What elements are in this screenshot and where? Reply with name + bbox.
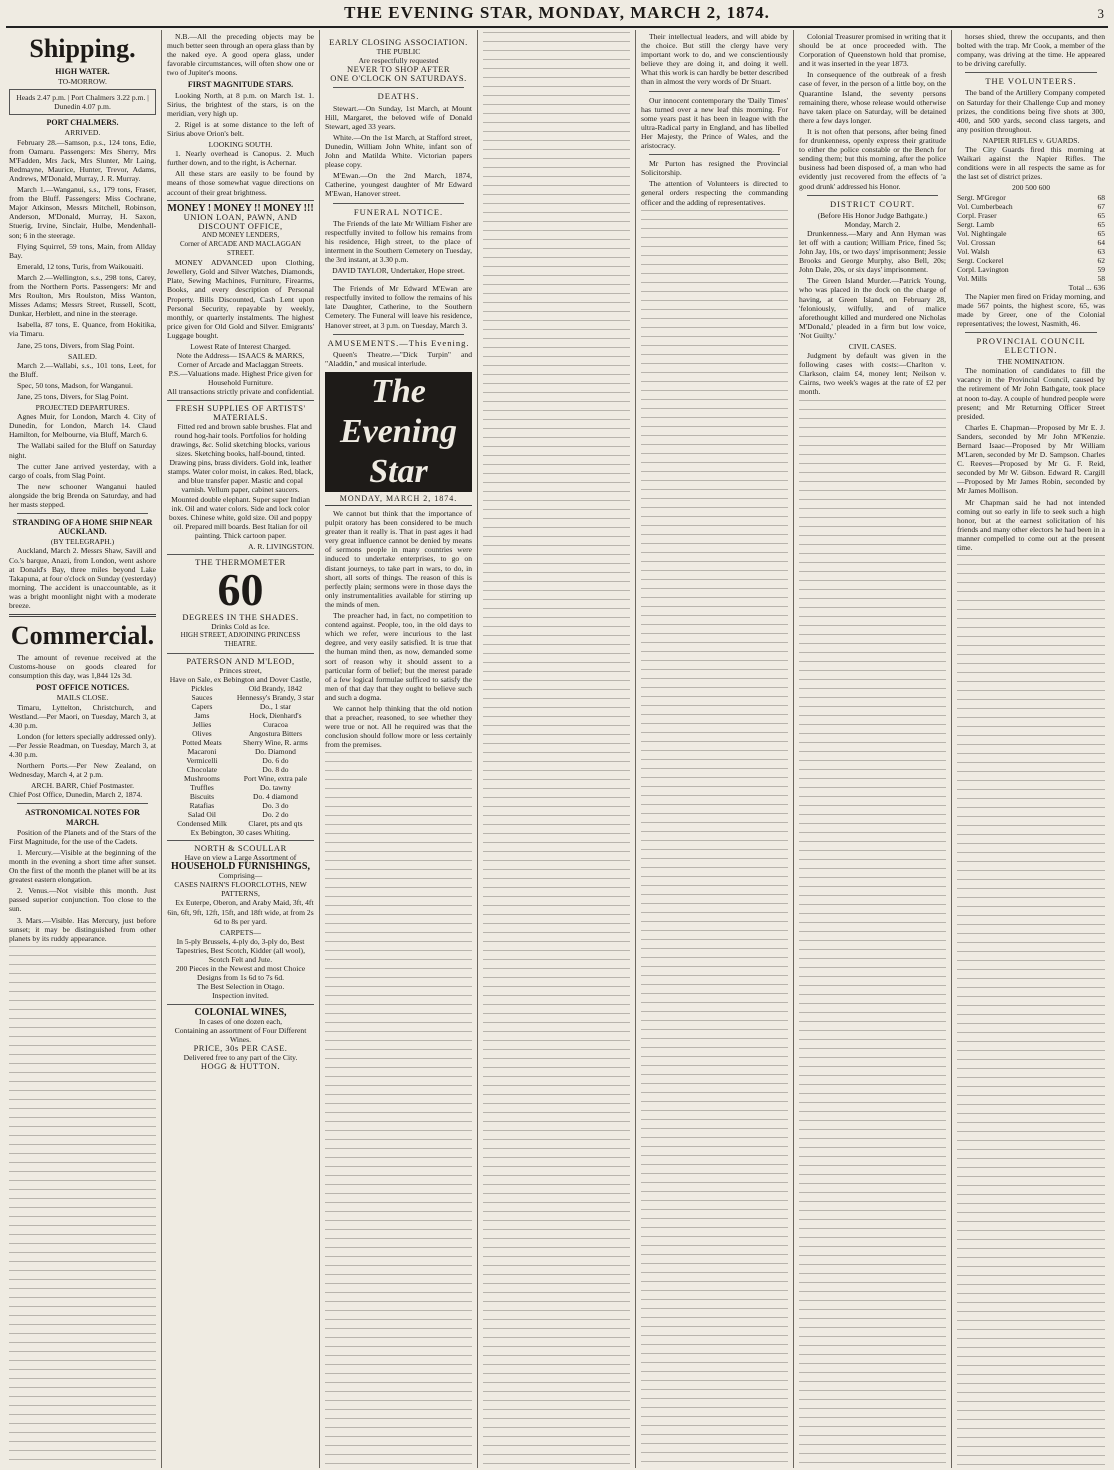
north-heading: NORTH & SCOULLAR xyxy=(194,842,287,853)
north-carpets: CARPETS— xyxy=(220,927,261,937)
funeral-notice: The Friends of the late Mr William Fisher are respectfully invited to follow his remains from his residence, High street, to the place of interment in the Southern Cemetery on Tuesday, the 3rd instant, at 3.30 p.m. xyxy=(325,218,472,264)
score-value: 65 xyxy=(1097,228,1105,238)
north-cases: CASES NAIRN'S FLOORCLOTHS, NEW PATTERNS, xyxy=(174,880,307,899)
thermometer-value: 60 xyxy=(217,564,264,616)
post-office-title: POST OFFICE NOTICES. xyxy=(36,683,129,693)
paterson-item-label: Jams xyxy=(194,710,210,720)
commercial-para: Timaru, Lyttelton, Christchurch, and Westland.—Per Maori, on Tuesday, March 3, at 4.30 p.m. xyxy=(9,702,156,730)
score-label: Sergt. M'Gregor xyxy=(957,192,1006,202)
paterson-item-value: Hennessy's Brandy, 3 star xyxy=(236,692,314,702)
score-table xyxy=(957,193,1105,283)
volunteers-para: The Napier men fired on Friday morning, and made 567 points, the highest score, 65, was made by Greer, one of the Colonial representatives; the lowest, Nasmith, 46. xyxy=(957,291,1105,328)
paterson-advertisement xyxy=(167,653,314,837)
score-label: Vol. Mills xyxy=(957,273,987,283)
postmaster-signature: ARCH. BARR, Chief Postmaster. xyxy=(31,781,134,791)
newspaper-title: THE EVENING STAR, MONDAY, MARCH 2, 1874. xyxy=(344,3,770,22)
election-para: Mr Chapman said he had not intended coming out so early in life to seek such a high honor, but at the earnest solicitation of his friends and many other electors he had been in a manner compelled to come out at the present time. xyxy=(957,497,1105,553)
high-water-row: Heads 2.47 p.m. | Port Chalmers 3.22 p.m. | Dunedin 4.07 p.m. xyxy=(9,89,156,115)
shipping-heading: Shipping. xyxy=(29,34,136,63)
page-number: 3 xyxy=(1097,6,1104,21)
column-1 xyxy=(4,30,162,1468)
north-carpet-note: 200 Pieces in the Newest and most Choice Designs from 1s 6d to 7s 6d. xyxy=(175,964,306,983)
shipping-para: March 2.—Wellington, s.s., 298 tons, Carey, from the Northern Ports. Passengers: Mr and Mrs Roulton, Mrs Roulston, Miss Wanton, Misses Adams; Messrs Street, Russell, Scott, Dunkar, Herblett, and nine in the steerage. xyxy=(9,272,156,319)
shipping-para: The cutter Jane arrived yesterday, with a cargo of coals, from Slag Point. xyxy=(9,461,156,480)
paterson-item-value: Curacoa xyxy=(262,719,288,729)
money-body: MONEY ADVANCED upon Clothing, Jewellery, Gold and Silver Watches, Diamonds, Plate, Sewing Machines, Furniture, Firearms, Books, and every description of Personal Property. Bills Discounted, Cash Lent upon Personal Security, repayable by weekly, monthly, or quarterly instalments. The highest price given for Old Gold and Silver. Emigrants' Luggage bought. xyxy=(167,258,314,340)
score-label: Vol. Nightingale xyxy=(957,228,1007,238)
death-notice: Stewart.—On Sunday, 1st March, at Mount Hill, Margaret, the beloved wife of Donald Stewart, aged 33 years. xyxy=(325,103,472,131)
stranding-para: Auckland, March 2. Messrs Shaw, Savill and Co.'s barque, Anazi, from London, went ashore at Donald's Bay, three miles beyond Lake Takapuna, at four o'clock on Sunday (yesterday) morning. The accident is unaccountable, as it was a bright moonlight night with a moderate breeze. xyxy=(9,546,156,610)
district-court-before: (Before His Honor Judge Bathgate.) xyxy=(817,210,928,220)
high-water-sub: TO-MORROW. xyxy=(58,77,107,87)
funeral-signature: DAVID TAYLOR, Undertaker, Hope street. xyxy=(332,266,465,276)
news-para: In consequence of the outbreak of a fresh case of fever, in the person of a little boy, on the Quarantine Island, the seventy persons remaining there, whose release would otherwise have taken place on Saturday, will be detained there a few days longer. xyxy=(799,70,946,125)
news-para: It is not often that persons, after being fined for drunkenness, openly express their gratitude to either the police constable or the Bench for sending them; but this morning, after the police business had been disposed of, a man who had evidently just recovered from the effects of 'a good drunk' addressed his Honor. xyxy=(799,126,946,191)
paterson-sub: Have on Sale, ex Bebington and Dover Castle, xyxy=(169,674,312,684)
column-5 xyxy=(636,30,794,1468)
divider xyxy=(333,279,464,280)
shipping-para: March 2.—Wallabi, s.s., 101 tons, Leet, for the Bluff. xyxy=(9,360,156,379)
volunteers-para: The City Guards fired this morning at Waikari against the Napier Rifles. The conditions were in all respects the same as for the last set of district prizes. xyxy=(957,145,1105,182)
thermometer-drinks: Drinks Cold as Ice. xyxy=(211,622,270,632)
score-label: Sergt. Lamb xyxy=(957,219,994,229)
dateline: MONDAY, MARCH 2, 1874. xyxy=(325,494,472,506)
column-7 xyxy=(952,30,1110,1468)
paterson-item-label: Vermicelli xyxy=(186,755,218,765)
score-value: 65 xyxy=(1097,210,1105,220)
volunteers-heading: THE VOLUNTEERS. xyxy=(985,76,1077,87)
paterson-goods-table xyxy=(167,684,314,828)
score-label: Corpl. Fraser xyxy=(957,210,997,220)
thermometer-unit: DEGREES IN THE SHADES. xyxy=(182,612,299,623)
leader-para: Mr Purton has resigned the Provincial Solicitorship. xyxy=(641,159,788,178)
astronomical-para: 1. Mercury.—Visible at the beginning of the month in the evening a short time after sunset. On the first of the month the planet will be at its greatest eastern elongation. xyxy=(9,847,156,885)
paterson-item-value: Do. 4 diamond xyxy=(253,791,298,801)
paterson-item-label: Ratafias xyxy=(189,800,215,810)
notes-para: N.B.—All the preceding objects may be much better seen through an opera glass than by the naked eye. A good opera glass, under favorable circumstances, will often show one or two of Jupiter's moons. xyxy=(167,32,314,78)
early-public: THE PUBLIC xyxy=(376,47,421,57)
leader-para: We cannot but think that the importance of pulpit oratory has been considered to be much greater than it really is. That in past ages it had very great influence cannot be denied by means of sermons people in many countries were induced to undertake enterprises, to go on distant journeys, to take part in wars, to do, in short, all sorts of things. The reason of this is perfectly plain; sermons were in those days the only instrumentalities available for stirring up the minds of men. xyxy=(325,509,472,609)
divider xyxy=(965,332,1097,333)
score-total: Total ... 636 xyxy=(1068,282,1105,292)
notes-para: All these stars are easily to be found by means of those somewhat vague directions on account of their great brightness. xyxy=(167,169,314,197)
by-telegraph: (BY TELEGRAPH.) xyxy=(50,537,115,547)
wines-advertisement xyxy=(167,1004,314,1072)
paterson-item-value: Claret, pts and qts xyxy=(248,818,303,828)
news-para: horses shied, threw the occupants, and then bolted with the trap. Mr Cook, a member of the company, was driving at the time. He appeared to be driving carefully. xyxy=(957,32,1105,69)
score-value: 64 xyxy=(1097,237,1105,247)
paterson-item-value: Do. 3 do xyxy=(262,800,289,810)
civil-cases-label: CIVIL CASES. xyxy=(848,342,897,351)
artists-heading: FRESH SUPPLIES OF ARTISTS' MATERIALS. xyxy=(175,402,306,422)
paterson-item-value: Hock, Dienhard's xyxy=(249,710,302,720)
text-continuation xyxy=(9,946,156,1468)
column-6 xyxy=(794,30,952,1468)
north-ex: Ex Euterpe, Oberon, and Araby Maid, 3ft, 4ft 6in, 6ft, 9ft, 12ft, 15ft, and 18ft wide, at from 2s 6d to 8s per yard. xyxy=(167,898,314,926)
notes-para: 2. Rigel is at some distance to the left of Sirius above Orion's belt. xyxy=(167,119,314,138)
astronomical-para: 2. Venus.—Not visible this month. Just passed superior conjunction. Too close to the sun. xyxy=(9,886,156,914)
nomination-label: THE NOMINATION. xyxy=(997,357,1065,367)
north-best: The Best Selection in Otago. xyxy=(196,982,285,992)
score-value: 62 xyxy=(1097,255,1105,265)
artists-signature: A. R. LIVINGSTON. xyxy=(248,541,314,551)
shipping-para: Isabella, 87 tons, E. Quance, from Hokitika, via Timaru. xyxy=(9,320,156,339)
paterson-item-value: Do. 6 do xyxy=(262,755,289,765)
wines-heading: COLONIAL WINES, xyxy=(194,1006,287,1018)
score-label: Corpl. Lavington xyxy=(957,264,1009,274)
astronomical-para: Position of the Planets and of the Stars of the First Magnitude, for the use of the Cadets. xyxy=(9,827,156,846)
paterson-item-label: Biscuits xyxy=(189,791,215,801)
commercial-para: The amount of revenue received at the Customs-house on goods cleared for consumption this day, was 1,844 12s 3d. xyxy=(9,653,156,681)
sailed-label: SAILED. xyxy=(68,351,97,361)
score-header: 200 500 600 xyxy=(1012,183,1050,193)
napier-label: NAPIER RIFLES v. GUARDS. xyxy=(982,135,1080,145)
paterson-item-label: Potted Meats xyxy=(182,737,222,747)
notes-para: 1. Nearly overhead is Canopus. 2. Much further down, and to the right, is Achernar. xyxy=(167,149,314,168)
paterson-item-label: Mushrooms xyxy=(184,773,220,783)
wines-delivery: Delivered free to any part of the City. xyxy=(183,1052,298,1062)
early-closing-advertisement xyxy=(325,35,472,83)
money-corner: Corner of ARCADE AND MACLAGGAN STREET. xyxy=(180,239,301,258)
amusements-heading: AMUSEMENTS.—This Evening. xyxy=(327,337,470,348)
paterson-item-value: Old Brandy, 1842 xyxy=(248,683,303,693)
death-notice: M'Ewan.—On the 2nd March, 1874, Catherine, youngest daughter of Mr Edward M'Ewan, Hanover street. xyxy=(325,171,472,199)
shipping-para: March 1.—Wanganui, s.s., 179 tons, Fraser, from the Bluff. Passengers: Miss Cochrane, Major Atkinson, Messrs Mitchell, Robinson, Anderson, M'Donald, Murray, H. Saxon, Stuerig, Irvine, Sinclair, Hulbe, Mendenhall-son; 6 in the steerage. xyxy=(9,185,156,240)
thermometer-title: THE THERMOMETER xyxy=(195,557,286,568)
paterson-item-value: Do., 1 star xyxy=(259,701,292,711)
arrived-label: ARRIVED. xyxy=(64,128,101,138)
commercial-para: Northern Ports.—Per New Zealand, on Wednesday, March 4, at 2 p.m. xyxy=(9,761,156,780)
divider xyxy=(9,614,156,617)
paterson-item-label: Chocolate xyxy=(186,764,218,774)
funeral-heading: FUNERAL NOTICE. xyxy=(353,206,444,217)
news-para: Colonial Treasurer promised in writing that it should be at once proceeded with. The Corporation of Queenstown hold that promise, and it was inserted in the year 1873. xyxy=(799,32,946,69)
shipping-para: Emerald, 12 tons, Turis, from Waikouaiti. xyxy=(17,261,144,271)
north-inspection: Inspection invited. xyxy=(212,991,269,1001)
paterson-item-label: Condensed Milk xyxy=(177,818,227,828)
text-continuation xyxy=(325,752,472,1468)
north-big: HOUSEHOLD FURNISHINGS, xyxy=(171,861,310,873)
shipping-para: Agnes Muir, for London, March 4. City of Dunedin, for London, March 14. Claud Hamilton, for Melbourne, via Bluff, March 6. xyxy=(9,412,156,440)
paterson-item-label: Salad Oil xyxy=(187,809,216,819)
court-para: Drunkenness.—Mary and Ann Hyman was let off with a caution; William Price, fined 5s; John Jay, 10s, or two days' imprisonment; Jessie Brooks and George Murphy, also Bell, 20s; John Dale, 20s, or six days' imprisonment. xyxy=(799,228,946,275)
divider xyxy=(17,803,148,804)
column-2 xyxy=(162,30,320,1468)
evening-star-nameplate: The Evening Star xyxy=(325,372,472,492)
score-value: 63 xyxy=(1097,246,1105,256)
wines-sub: In cases of one dozen each, xyxy=(198,1016,283,1026)
astronomical-title: ASTRONOMICAL NOTES FOR MARCH. xyxy=(25,808,140,827)
notes-para: Looking North, at 8 p.m. on March 1st. 1. Sirius, the brightest of the stars, is on the meridian, very high up. xyxy=(167,90,314,118)
score-label: Sergt. Cockerel xyxy=(957,255,1004,265)
paterson-item-value: Do. 8 do xyxy=(262,764,289,774)
funeral-notice: The Friends of Mr Edward M'Ewan are respectfully invited to follow the remains of his late Daughter, Catherine, to the Southern Cemetery. The Funeral will leave his residence, Hanover street, at 3 p.m. on Tuesday, March 3. xyxy=(325,284,472,330)
shipping-para: February 28.—Samson, p.s., 124 tons, Edie, from Oamaru. Passengers: Mrs Sherry, Mrs M'Fadden, Mrs Jack, Mrs Slunter, Mr Laing, Redmayne, Maurice, Hunter, Trevor, Adams, Andrews, M'Donald, Murray, J. R. Murray. xyxy=(9,137,156,183)
north-advertisement xyxy=(167,840,314,1001)
north-carpet-list: In 5-ply Brussels, 4-ply do, 3-ply do, Best Tapestries, Best Scotch, Kidder (all wool), Scotch Felt and Jute. xyxy=(176,936,305,965)
divider xyxy=(965,72,1097,73)
paterson-item-label: Jellies xyxy=(192,719,212,729)
paterson-item-value: Do. Diamond xyxy=(255,746,296,756)
leader-para: The preacher had, in fact, no competition to contend against. People, too, in the old days to which we refer, were incurious to the last degree, and very easily satisfied. It is true that the human mind then, as now, demanded some sort of reason why it should assent to a particular form of belief; but the merest parade of a few logical formulae sufficed to satisfy the men of that day that they ought to believe such and such a dogma. xyxy=(325,611,472,702)
score-label: Vol. Walsh xyxy=(957,246,990,256)
leader-para: Their intellectual leaders, and will abide by the choice. But still the clergy have very important work to do, and we conscientiously believe they are doing it, and doing it well. What this work is can hardly be better described than in almost the very words of Dr Stuart. xyxy=(641,32,788,87)
paterson-item-label: Truffles xyxy=(190,782,214,792)
port-chalmers-title: PORT CHALMERS. xyxy=(46,118,119,128)
court-para: The Green Island Murder.—Patrick Young, who was placed in the dock on the charge of having, at Green Island, on February 28, 'feloniously, wilfully, and of malice aforethought killed and murdered one Nicholas M'Donald,' pleaded in a firm but low voice, 'Not Guilty.' xyxy=(799,276,946,340)
district-court-date: Monday, March 2. xyxy=(844,219,901,229)
paterson-item-value: Sherry Wine, R. arms xyxy=(243,737,308,747)
money-advertisement xyxy=(167,200,314,397)
paterson-item-label: Sauces xyxy=(191,692,213,702)
money-heading: MONEY ! MONEY !! MONEY !!! xyxy=(167,202,314,214)
wines-signature: HOGG & HUTTON. xyxy=(200,1061,281,1072)
shipping-para: The Wallabi sailed for the Bluff on Saturday night. xyxy=(9,441,156,460)
divider xyxy=(333,87,464,88)
leader-para: Our innocent contemporary the 'Daily Times' has turned over a new leaf this morning. For some years past it has been in league with the ultra-Radical party in England, and has libelled Her Majesty, the Prince of Wales, and the aristocracy. xyxy=(641,95,788,151)
shipping-para: The new schooner Wanganui hauled alongside the brig Brenda on Saturday, and had her masts stepped. xyxy=(9,481,156,510)
paterson-item-label: Capers xyxy=(191,701,213,711)
paterson-item-value: Do. 2 do xyxy=(262,809,289,819)
paterson-item-value: Angostura Bitters xyxy=(248,728,302,738)
early-closing-heading: EARLY CLOSING ASSOCIATION. xyxy=(329,37,468,47)
early-never: NEVER TO SHOP AFTER xyxy=(346,64,451,75)
artists-items: Fitted red and brown sable brushes. Flat and round hog-hair tools. Portfolios for holding drawings, &c. Solid sketching blocks, various sizes. Sketching books, half-bound, tinted. Drawing pins, brass dividers. Gold ink, leather stamps. Water color moist, in cakes. Red, black, and blue transfer paper. Mastic and copal varnish. Vellum paper, cabinet saucers. Mounted double elephant. Super super Indian ink. Oil and water colors. Side and lock color boxes. Chinese white, gold size. Oil and poppy oil. Prepared mill boards. Best Italian for oil painting. Thick cartoon paper. xyxy=(167,421,314,540)
thermometer-advertisement xyxy=(167,554,314,649)
score-value: 68 xyxy=(1097,192,1105,202)
looking-south-label: LOOKING SOUTH. xyxy=(208,140,273,150)
paterson-item-label: Pickles xyxy=(191,683,213,693)
shipping-para: Spec, 50 tons, Madson, for Wanganui. xyxy=(17,380,133,390)
divider xyxy=(333,334,464,335)
leader-para: The attention of Volunteers is directed to general orders respecting the commanding officer and the adding of representatives. xyxy=(641,179,788,207)
score-value: 59 xyxy=(1097,264,1105,274)
money-ps: P.S.—Valuations made. Highest Price given for Household Furniture. xyxy=(168,369,313,388)
north-comprising: Comprising— xyxy=(218,871,263,881)
paterson-street: Princes street, xyxy=(219,665,262,675)
thermometer-address: HIGH STREET, ADJOINING PRINCESS THEATRE. xyxy=(180,631,301,649)
deaths-heading: DEATHS. xyxy=(377,91,420,102)
text-continuation xyxy=(483,32,630,1468)
paterson-ex: Ex Bebington, 30 cases Whiting. xyxy=(190,827,291,837)
shipping-para: Jane, 25 tons, Divers, from Slag Point. xyxy=(17,340,135,350)
score-label: Vol. Crossan xyxy=(957,237,996,247)
text-continuation xyxy=(799,400,946,1468)
projected-label: PROJECTED DEPARTURES. xyxy=(35,403,130,413)
money-address: Note the Address— ISAACS & MARKS, Corner of Arcade and Maclaggan Streets. xyxy=(176,351,305,370)
masthead xyxy=(6,0,1108,28)
paterson-heading: PATERSON AND M'LEOD, xyxy=(186,655,295,666)
text-continuation xyxy=(641,210,788,1468)
score-value: 67 xyxy=(1097,201,1105,211)
volunteers-para: The band of the Artillery Company competed on Saturday for their Challenge Cup and money prizes, the conditions being five shots at 300, 400, and 500 yards, second class targets, and any position throughout. xyxy=(957,88,1105,134)
score-value: 58 xyxy=(1097,273,1105,283)
column-4 xyxy=(478,30,636,1468)
leader-para: We cannot help thinking that the old notion that a preacher, reasoned, to see whether they were true or not. All he required was that the conclusion should follow more or less certainly from the premises. xyxy=(325,703,472,750)
north-sub: Have on view a Large Assortment of xyxy=(184,853,297,862)
paterson-item-value: Do. tawny xyxy=(259,782,292,792)
high-water-title: HIGH WATER. xyxy=(55,67,110,76)
shipping-para: Jane, 25 tons, Divers, for Slag Point. xyxy=(17,392,129,401)
page-columns xyxy=(4,30,1110,1468)
text-continuation xyxy=(957,555,1105,1468)
divider xyxy=(17,513,148,514)
money-rate: Lowest Rate of Interest Charged. xyxy=(190,342,291,351)
wines-price: PRICE, 30s PER CASE. xyxy=(193,1042,288,1053)
score-label: Vol. Cumberbeach xyxy=(957,201,1013,211)
magnitude-stars-title: FIRST MAGNITUDE STARS. xyxy=(187,80,294,90)
wines-contents: Containing an assortment of Four Different Wines. xyxy=(174,1025,307,1044)
column-3 xyxy=(320,30,478,1468)
provincial-heading: PROVINCIAL COUNCIL ELECTION. xyxy=(976,335,1086,356)
divider xyxy=(649,154,780,155)
mails-close-label: MAILS CLOSE. xyxy=(56,693,109,703)
early-request: Are respectfully requested xyxy=(358,56,439,66)
amusements-para: Queen's Theatre.—"Dick Turpin" and "Aladdin," and musical interlude. xyxy=(325,349,472,368)
district-court-heading: DISTRICT COURT. xyxy=(829,198,915,209)
stranding-title: STRANDING OF A HOME SHIP NEAR AUCKLAND. xyxy=(12,518,153,537)
death-notice: White.—On the 1st March, at Stafford street, Dunedin, William John White, infant son of John and Matilda White. Victorian papers please copy. xyxy=(325,132,472,170)
election-para: The nomination of candidates to fill the vacancy in the Provincial Council, caused by the retirement of Mr John Bathgate, took place at noon to-day. A couple of hundred people were present; and Mr Returning Officer Street presided. xyxy=(957,366,1105,421)
paterson-item-label: Macaroni xyxy=(187,746,217,756)
score-value: 65 xyxy=(1097,219,1105,229)
divider xyxy=(333,203,464,204)
money-lenders: AND MONEY LENDERS, xyxy=(201,230,280,239)
candidates-para: Charles E. Chapman—Proposed by Mr E. J. Sanders, seconded by Mr John M'Kenzie. Bernard Isaac—Proposed by Mr William M'Laren, seconded by Mr D. Sampson. Charles C. Reeves—Proposed by Mr G. F. Reid, seconded by Mr W. Gibson. Edward R. Cargill—Proposed by Mr James Robin, seconded by Mr James Mollison. xyxy=(957,422,1105,496)
divider xyxy=(649,91,780,92)
post-office-date: Chief Post Office, Dunedin, March 2, 1874. xyxy=(9,790,143,800)
divider xyxy=(807,195,938,196)
money-office: UNION LOAN, PAWN, AND DISCOUNT OFFICE, xyxy=(183,211,298,231)
paterson-item-label: Olives xyxy=(192,728,212,738)
court-para: Judgment by default was given in the following cases with costs:—Charlton v. Clarkson, claim £4, money lent; Neilson v. Cairns, two week's wages at the rate of £2 per month. xyxy=(799,351,946,397)
early-one: ONE O'CLOCK ON SATURDAYS. xyxy=(330,73,467,84)
paterson-item-value: Port Wine, extra pale xyxy=(243,773,308,783)
astronomical-para: 3. Mars.—Visible. Has Mercury, just before sunset; it may be distinguished from other planets by its ruddy appearance. xyxy=(9,915,156,943)
artists-advertisement xyxy=(167,400,314,552)
commercial-heading: Commercial. xyxy=(10,621,155,651)
commercial-para: London (for letters specially addressed only).—Per Jessie Readman, on Tuesday, March 3, at 4.30 p.m. xyxy=(9,731,156,759)
money-confidential: All transactions strictly private and confidential. xyxy=(167,387,314,397)
shipping-para: Flying Squirrel, 59 tons, Main, from Allday Bay. xyxy=(9,241,156,260)
